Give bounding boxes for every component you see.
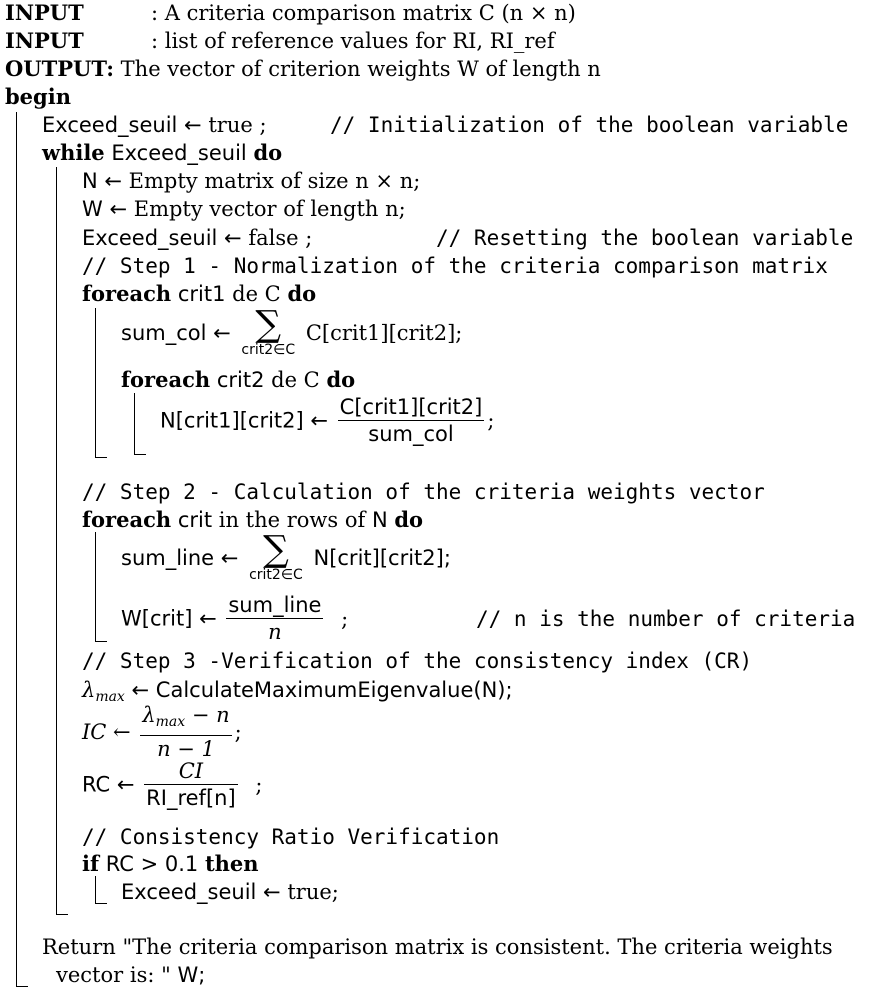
foreach-keyword: foreach — [82, 281, 172, 306]
sumline-line — [121, 529, 451, 583]
wcrit-line — [121, 592, 348, 645]
set-lhs: Exceed_seuil ← — [121, 880, 281, 904]
foreach2-block-bar — [134, 393, 135, 455]
lambda-subscript: max — [155, 714, 186, 730]
n-init-line — [82, 169, 420, 193]
return-line-2-var: W; — [177, 963, 206, 987]
w-init-rhs: Empty vector of length n; — [133, 197, 406, 221]
wcrit-lhs: W[crit] ← — [121, 606, 217, 631]
reset-rhs: false ; — [248, 226, 313, 250]
output-text: The vector of criterion weights W of length n — [120, 57, 601, 81]
sum-operator — [241, 304, 296, 358]
while-keyword: while — [42, 140, 105, 165]
lambda-rhs: ← CalculateMaximumEigenvalue(N); — [131, 678, 513, 702]
lambda-subscript: max — [95, 689, 125, 705]
init-lhs: Exceed_seuil ← — [42, 113, 202, 137]
init-line — [42, 113, 267, 137]
if-keyword: if — [82, 851, 100, 876]
foreach1-block-bar — [95, 308, 96, 458]
normalize-denominator: sum_col — [338, 420, 485, 447]
input2-line — [5, 28, 555, 53]
ic-line — [82, 702, 242, 762]
lambda-symbol: λ — [142, 703, 156, 727]
init-comment: // Initialization of the boolean variable — [330, 113, 849, 137]
if-block-bar — [95, 876, 96, 904]
step1-comment: // Step 1 - Normalization of the criteria comparison matrix — [82, 254, 828, 278]
while-condition: Exceed_seuil — [111, 141, 247, 165]
normalize-fraction — [338, 394, 485, 447]
verif-comment: // Consistency Ratio Verification — [82, 825, 500, 849]
w-init-lhs: W ← — [82, 197, 128, 221]
sumline-rhs: N[crit][crit2]; — [313, 546, 451, 570]
do-keyword: do — [394, 507, 424, 532]
begin-keyword: begin — [5, 84, 71, 109]
set-line — [121, 880, 339, 904]
rc-lhs: RC ← — [82, 772, 135, 797]
foreach2-line — [121, 368, 355, 392]
input1-line — [5, 0, 576, 25]
lambda-symbol: λ — [82, 678, 96, 702]
begin-block-bar — [16, 112, 17, 987]
foreach1-rest: de C — [232, 282, 281, 306]
while-line — [42, 141, 282, 165]
wcrit-denominator: n — [226, 618, 323, 645]
semicolon: ; — [255, 772, 263, 797]
while-block-bar — [56, 167, 57, 915]
sum-operator — [249, 529, 303, 583]
rc-fraction — [144, 758, 237, 811]
step3-comment: // Step 3 -Verification of the consistency index (CR) — [82, 649, 753, 673]
n-init-rhs: Empty matrix of size n × n; — [128, 169, 421, 193]
ic-numerator-rest: − n — [185, 703, 230, 727]
rc-numerator: CI — [178, 759, 204, 783]
normalize-lhs: N[crit1][crit2] ← — [160, 408, 328, 433]
rc-line — [82, 758, 262, 811]
sumcol-rhs: C[crit1][crit2]; — [305, 321, 463, 345]
n-init-lhs: N ← — [82, 169, 122, 193]
ic-denominator: n − 1 — [140, 735, 231, 762]
sumcol-lhs: sum_col ← — [121, 321, 231, 345]
input-keyword: INPUT — [5, 28, 84, 53]
output-keyword: OUTPUT: — [5, 56, 114, 81]
ic-lhs: IC ← — [82, 720, 131, 744]
sum-limit: crit2∈C — [249, 567, 303, 583]
semicolon: ; — [487, 408, 495, 433]
ic-fraction — [140, 702, 231, 762]
step2-comment: // Step 2 - Calculation of the criteria weights vector — [82, 480, 765, 504]
foreach3-var: crit — [177, 508, 213, 532]
foreach-keyword: foreach — [121, 367, 211, 392]
wcrit-fraction — [226, 592, 323, 645]
rc-denominator: RI_ref[n] — [146, 786, 236, 810]
semicolon: ; — [341, 606, 349, 631]
w-init-line — [82, 197, 406, 221]
wcrit-numerator: sum_line — [228, 593, 322, 617]
foreach2-block-tick — [134, 454, 146, 455]
do-keyword: do — [326, 367, 356, 392]
reset-lhs: Exceed_seuil ← — [82, 226, 242, 250]
then-keyword: then — [204, 851, 259, 876]
while-block-tick — [56, 914, 68, 915]
output-line — [5, 57, 601, 81]
foreach3-obj: N — [371, 508, 388, 532]
return-line-2 — [56, 963, 205, 987]
sum-limit: crit2∈C — [241, 342, 296, 358]
input-keyword: INPUT — [5, 0, 84, 25]
reset-comment: // Resetting the boolean variable — [436, 226, 854, 250]
semicolon: ; — [234, 720, 242, 744]
ic-numerator — [140, 702, 231, 735]
foreach3-line — [82, 508, 423, 532]
foreach1-block-tick — [95, 457, 107, 458]
init-rhs: true ; — [208, 113, 267, 137]
if-line — [82, 852, 259, 876]
return-line-1: Return "The criteria comparison matrix is consistent. The criteria weights — [42, 935, 833, 959]
begin-block-tick — [16, 986, 28, 987]
normalize-numerator: C[crit1][crit2] — [339, 395, 483, 419]
reset-line — [82, 226, 312, 250]
foreach3-block-bar — [95, 532, 96, 642]
if-block-tick — [95, 903, 107, 904]
foreach1-var: crit1 — [177, 282, 226, 306]
do-keyword: do — [253, 140, 283, 165]
wcrit-comment: // n is the number of criteria — [476, 607, 856, 631]
sumline-lhs: sum_line ← — [121, 546, 239, 570]
return-line-2-text: vector is: " — [56, 963, 171, 987]
sum-sigma: ∑ — [263, 529, 289, 570]
foreach3-block-tick — [95, 641, 107, 642]
sumcol-line — [121, 304, 463, 358]
foreach3-mid: in the rows of — [218, 508, 366, 532]
foreach1-line — [82, 282, 316, 306]
sum-sigma: ∑ — [255, 304, 282, 345]
input2-text: : list of reference values for RI, RI_ref — [151, 29, 555, 53]
set-rhs: true; — [287, 880, 339, 904]
foreach2-var: crit2 — [216, 368, 265, 392]
foreach-keyword: foreach — [82, 507, 172, 532]
do-keyword: do — [287, 281, 317, 306]
if-condition: RC > 0.1 — [105, 852, 199, 876]
normalize-line — [160, 394, 494, 447]
input1-text: : A criteria comparison matrix C (n × n) — [151, 1, 576, 25]
foreach2-rest: de C — [271, 368, 320, 392]
